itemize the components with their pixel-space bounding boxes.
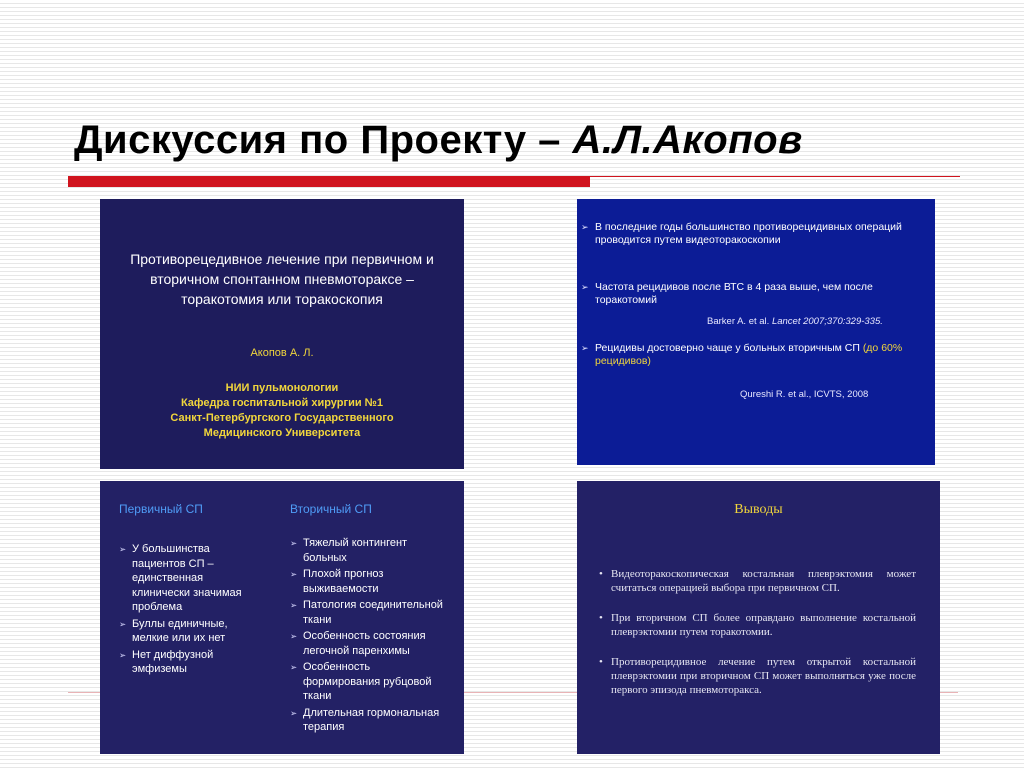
primary-sp-heading: Первичный СП — [119, 502, 203, 516]
slide2-bullet3-text: Рецидивы достоверно чаще у больных вторичным СП — [595, 342, 863, 354]
slide-thumbnail-statistics — [577, 199, 935, 465]
list-item: ➢ Буллы единичные, мелкие или их нет — [119, 617, 264, 646]
institution-line: Медицинского Университета — [203, 427, 361, 439]
institution-line: Кафедра госпитальной хирургии №1 — [180, 397, 384, 409]
conclusions-list — [599, 567, 916, 713]
list-item: • Видеоторакоскопическая костальная плеврэктомия может считаться операцией выбора при первичном СП. — [599, 567, 916, 595]
slide2-bullet3-highlight: (до 60% рецидивов) — [595, 342, 903, 367]
slide-thumbnail-title — [100, 199, 464, 469]
slide1-institution — [105, 381, 459, 441]
slide2-bullet: ➢ В последние годы большинство противорецидивных операций проводится путем видеоторакоскопии — [595, 221, 919, 247]
slide2-bullet — [595, 342, 919, 368]
list-item: ➢ У большинства пациентов СП – единственная клинически значимая проблема — [119, 542, 264, 615]
slide-thumbnail-conclusions — [577, 481, 940, 754]
list-item: • При вторичном СП более оправдано выполнение костальной плеврэктомии путем торакотомии. — [599, 611, 916, 639]
conclusions-heading: Выводы — [734, 502, 783, 517]
slide1-main-text: Противорецедивное лечение при первичном и вторичном спонтанном пневмотораксе – торакотомия или торакоскопия — [130, 251, 434, 307]
ref-authors: Barker A. et al. — [707, 316, 772, 327]
secondary-sp-heading: Вторичный СП — [290, 502, 372, 516]
slide2-bullet: ➢ Частота рецидивов после ВТС в 4 раза выше, чем после торакотомий — [595, 281, 919, 307]
institution-line: НИИ пульмонологии — [225, 382, 339, 394]
list-item: ➢ Патология соединительной ткани — [290, 598, 450, 627]
list-item: ➢ Нет диффузной эмфиземы — [119, 648, 264, 677]
secondary-sp-list — [290, 536, 450, 737]
list-item: ➢ Плохой прогноз выживаемости — [290, 567, 450, 596]
primary-sp-list — [119, 542, 264, 679]
title-main: Дискуссия по Проекту – — [74, 118, 573, 162]
slide1-author: Акопов А. Л. — [250, 347, 314, 359]
page-title — [74, 118, 803, 163]
list-item: ➢ Особенность состояния легочной паренхимы — [290, 629, 450, 658]
institution-line: Санкт-Петербургского Государственного — [170, 412, 394, 424]
list-item: ➢ Тяжелый контингент больных — [290, 536, 450, 565]
title-divider-line — [590, 176, 960, 177]
title-accent-bar — [68, 176, 590, 187]
slide2-reference-barker — [707, 316, 883, 327]
title-author: А.Л.Акопов — [572, 118, 803, 162]
list-item: ➢ Длительная гормональная терапия — [290, 706, 450, 735]
ref-journal: Lancet 2007;370:329-335. — [771, 316, 883, 327]
list-item: ➢ Особенность формирования рубцовой ткани — [290, 660, 450, 704]
list-item: • Противорецидивное лечение путем открытой костальной плеврэктомии при вторичном СП может выполняться уже после первого эпизода пневмоторакса. — [599, 655, 916, 697]
slide2-reference-qureshi: Qureshi R. et al., ICVTS, 2008 — [740, 389, 869, 400]
slide-thumbnail-comparison — [100, 481, 464, 754]
